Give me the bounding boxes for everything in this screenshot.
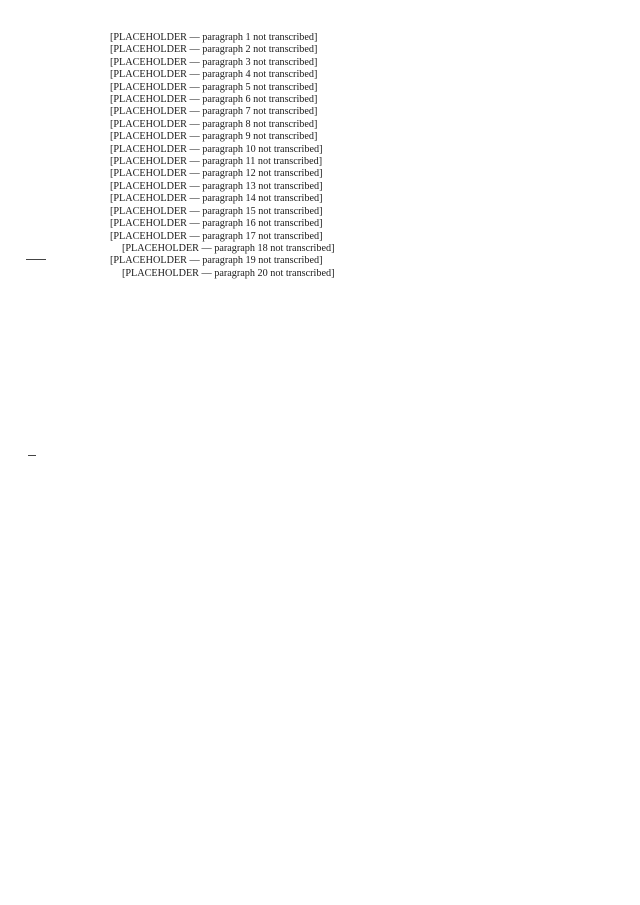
- paragraph: [PLACEHOLDER — paragraph 10 not transcribed]: [110, 143, 323, 155]
- document-body: [70, 32, 592, 280]
- paragraph: [PLACEHOLDER — paragraph 13 not transcribed]: [110, 180, 323, 192]
- paragraph: [PLACEHOLDER — paragraph 5 not transcribed]: [110, 81, 318, 93]
- margin-scan-mark: [26, 259, 46, 260]
- paragraph: [PLACEHOLDER — paragraph 3 not transcribed]: [110, 56, 318, 68]
- paragraph: [PLACEHOLDER — paragraph 2 not transcribed]: [110, 44, 318, 56]
- paragraph: [PLACEHOLDER — paragraph 7 not transcribed]: [110, 106, 318, 118]
- paragraph: [PLACEHOLDER — paragraph 17 not transcribed]: [110, 230, 323, 242]
- paragraph: [PLACEHOLDER — paragraph 9 not transcribed]: [110, 131, 318, 143]
- paragraph: [PLACEHOLDER — paragraph 12 not transcribed]: [110, 168, 323, 180]
- paragraph: [PLACEHOLDER — paragraph 14 not transcribed]: [110, 193, 323, 205]
- paragraph: [PLACEHOLDER — paragraph 6 not transcribed]: [110, 94, 318, 106]
- paragraph: [PLACEHOLDER — paragraph 20 not transcribed]: [122, 267, 335, 279]
- paragraph: [PLACEHOLDER — paragraph 4 not transcribed]: [110, 69, 318, 81]
- paragraph: [PLACEHOLDER — paragraph 19 not transcribed]: [110, 255, 323, 267]
- paragraph: [PLACEHOLDER — paragraph 16 not transcribed]: [110, 218, 323, 230]
- margin-scan-mark-small: [28, 455, 36, 456]
- paragraph: [PLACEHOLDER — paragraph 1 not transcribed]: [110, 32, 318, 43]
- paragraph: [PLACEHOLDER — paragraph 15 not transcribed]: [110, 205, 323, 217]
- paragraph: [PLACEHOLDER — paragraph 18 not transcribed]: [122, 242, 335, 254]
- paragraph: [PLACEHOLDER — paragraph 8 not transcribed]: [110, 118, 318, 130]
- paragraph: [PLACEHOLDER — paragraph 11 not transcribed]: [110, 156, 323, 168]
